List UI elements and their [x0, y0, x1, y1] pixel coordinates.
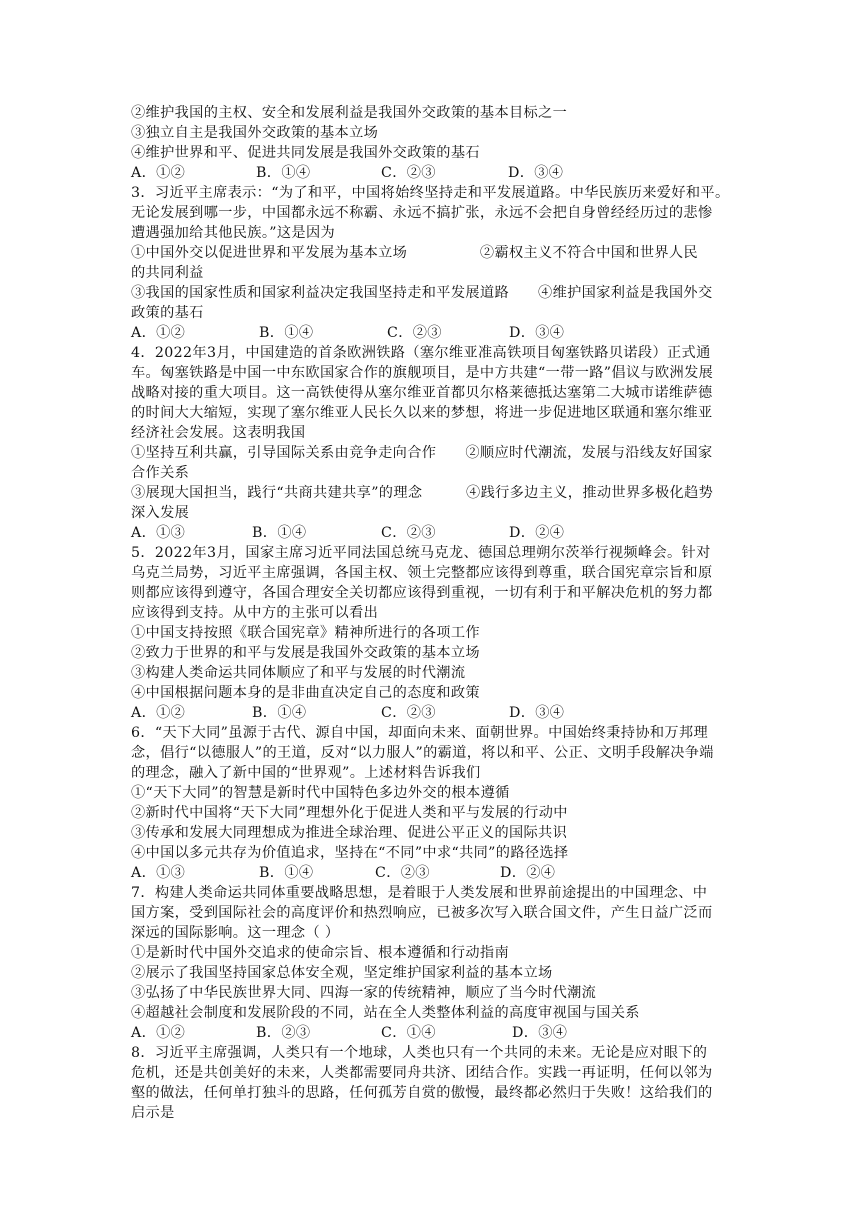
q8-stem-line: 8．习近平主席强调，人类只有一个地球，人类也只有一个共同的未来。无论是应对眼下的	[131, 1045, 708, 1061]
q7-stem-line: 7．构建人类命运共同体重要战略思想，是着眼于人类发展和世界前途提出的中国理念、中	[131, 885, 708, 901]
q2-option-3: ③独立自主是我国外交政策的基本立场	[131, 125, 379, 141]
q5-choice-b[interactable]: B．①④	[252, 705, 307, 721]
q6-stem-line: 的理念，融入了新中国的“世界观”。上述材料告诉我们	[131, 765, 481, 781]
q4-choice-d[interactable]: D．②④	[509, 525, 565, 541]
q4-choice-b[interactable]: B．①④	[252, 525, 307, 541]
q7-stem-line: 国方案，受到国际社会的高度评价和热烈响应，已被多次写入联合国文件，产生日益广泛而	[131, 905, 713, 921]
q4-stem-line: 车。匈塞铁路是中国一中东欧国家合作的旗舰项目，是中方共建“一带一路”倡议与欧洲发展	[131, 365, 714, 381]
q7-choice-a[interactable]: A．①②	[131, 1025, 186, 1041]
q4-stem-line: 的时间大大缩短，实现了塞尔维亚人民长久以来的梦想，将进一步促进地区联通和塞尔维亚	[131, 405, 713, 421]
q4-option-line: ③展现大国担当，践行“共商共建共享”的理念 ④践行多边主义，推动世界多极化趋势	[131, 485, 714, 501]
q3-stem-line: 遭遇强加给其他民族。”这是因为	[131, 225, 336, 241]
q7-option-3: ③弘扬了中华民族世界大同、四海一家的传统精神，顺应了当今时代潮流	[131, 985, 597, 1001]
q6-option-2: ②新时代中国将“天下大同”理想外化于促进人类和平与发展的行动中	[131, 805, 568, 821]
q4-option-line: ①坚持互利共赢，引导国际关系由竞争走向合作 ②顺应时代潮流，发展与沿线友好国家	[131, 445, 713, 461]
q6-stem-line: 念，倡行“以德服人”的王道，反对“以力服人”的霸道，将以和平、公正、文明手段解决争端	[131, 745, 714, 761]
q5-stem-line: 5．2022年3月，国家主席习近平同法国总统马克龙、德国总理朔尔茨举行视频峰会。针对	[131, 545, 711, 561]
q7-choice-c[interactable]: C．①④	[381, 1025, 436, 1041]
q5-choice-c[interactable]: C．②③	[381, 705, 436, 721]
q4-stem-line: 战略对接的重大项目。这一高铁使得从塞尔维亚首都贝尔格莱德抵达塞第二大城市诺维萨德	[131, 385, 713, 401]
q3-choice-a[interactable]: A．①②	[131, 325, 186, 341]
q5-stem-line: 乌克兰局势，习近平主席强调，各国主权、领土完整都应该得到尊重，联合国宪章宗旨和原	[131, 565, 713, 581]
q8-stem-line: 启示是	[131, 1105, 175, 1121]
q6-option-3: ③传承和发展大同理想成为推进全球治理、促进公平正义的国际共识	[131, 825, 568, 841]
q5-stem-line: 应该得到支持。从中方的主张可以看出	[131, 605, 379, 621]
q5-option-3: ③构建人类命运共同体顺应了和平与发展的时代潮流	[131, 665, 466, 681]
q5-option-4: ④中国根据问题本身的是非曲直决定自己的态度和政策	[131, 685, 480, 701]
q3-option-line: 的共同利益	[131, 265, 204, 281]
q5-stem-line: 则都应该得到遵守，各国合理安全关切都应该得到重视，一切有利于和平解决危机的努力都	[131, 585, 713, 601]
q7-option-1: ①是新时代中国外交追求的使命宗旨、根本遵循和行动指南	[131, 945, 509, 961]
q6-choice-a[interactable]: A．①③	[131, 865, 186, 881]
q6-stem-line: 6．“天下大同”虽源于古代、源自中国，却面向未来、面朝世界。中国始终秉持协和万邦理	[131, 725, 709, 741]
q5-option-2: ②致力于世界的和平与发展是我国外交政策的基本立场	[131, 645, 480, 661]
q4-stem-line: 经济社会发展。这表明我国	[131, 425, 306, 441]
q2-choice-b[interactable]: B．①④	[256, 165, 311, 181]
q3-option-line: 政策的基石	[131, 305, 204, 321]
q2-choice-a[interactable]: A．①②	[131, 165, 186, 181]
q2-choice-d[interactable]: D．③④	[508, 165, 564, 181]
q7-choice-b[interactable]: B．②③	[256, 1025, 311, 1041]
q5-choice-a[interactable]: A．①②	[131, 705, 186, 721]
q3-choice-d[interactable]: D．③④	[509, 325, 565, 341]
q4-choice-c[interactable]: C．②③	[381, 525, 436, 541]
q8-stem-line: 危机，还是共创美好的未来，人类都需要同舟共济、团结合作。实践一再证明，任何以邻为	[131, 1065, 713, 1081]
q6-choice-c[interactable]: C．②③	[375, 865, 430, 881]
q4-stem-line: 4．2022年3月，中国建造的首条欧洲铁路（塞尔维亚准高铁项目匈塞铁路贝诺段）正式通	[131, 345, 711, 361]
q4-option-line: 深入发展	[131, 505, 190, 521]
q2-option-2: ②维护我国的主权、安全和发展利益是我国外交政策的基本目标之一	[131, 105, 568, 121]
q2-choice-c[interactable]: C．②③	[381, 165, 436, 181]
q3-choice-c[interactable]: C．②③	[387, 325, 442, 341]
q5-option-1: ①中国支持按照《联合国宪章》精神所进行的各项工作	[131, 625, 480, 641]
q3-choice-b[interactable]: B．①④	[259, 325, 314, 341]
q6-choice-b[interactable]: B．①④	[259, 865, 314, 881]
q6-option-1: ①“天下大同”的智慧是新时代中国特色多边外交的根本遵循	[131, 785, 510, 801]
q3-option-line: ③我国的国家性质和国家利益决定我国坚持走和平发展道路 ④维护国家利益是我国外交	[131, 285, 713, 301]
q4-option-line: 合作关系	[131, 465, 190, 481]
q3-stem-line: 无论发展到哪一步，中国都永远不称霸、永远不搞扩张，永远不会把自身曾经经历过的悲惨	[131, 205, 713, 221]
q3-stem-line: 3．习近平主席表示：“为了和平，中国将始终坚持走和平发展道路。中华民族历来爱好和平。	[131, 185, 730, 201]
q8-stem-line: 壑的做法，任何单打独斗的思路，任何孤芳自赏的傲慢，最终都必然归于失败！这给我们的	[131, 1085, 713, 1101]
q4-choice-a[interactable]: A．①③	[131, 525, 186, 541]
q3-option-line: ①中国外交以促进世界和平发展为基本立场 ②霸权主义不符合中国和世界人民	[131, 245, 698, 261]
q7-option-2: ②展示了我国坚持国家总体安全观，坚定维护国家利益的基本立场	[131, 965, 553, 981]
q7-option-4: ④超越社会制度和发展阶段的不同，站在全人类整体利益的高度审视国与国关系	[131, 1005, 640, 1021]
q6-option-4: ④中国以多元共存为价值追求，坚持在“不同”中求“共同”的路径选择	[131, 845, 569, 861]
q6-choice-d[interactable]: D．②④	[500, 865, 556, 881]
q2-option-4: ④维护世界和平、促进共同发展是我国外交政策的基石	[131, 145, 480, 161]
q7-choice-d[interactable]: D．③④	[512, 1025, 568, 1041]
q7-stem-line: 深远的国际影响。这一理念（ ）	[131, 925, 340, 941]
q5-choice-d[interactable]: D．③④	[509, 705, 565, 721]
